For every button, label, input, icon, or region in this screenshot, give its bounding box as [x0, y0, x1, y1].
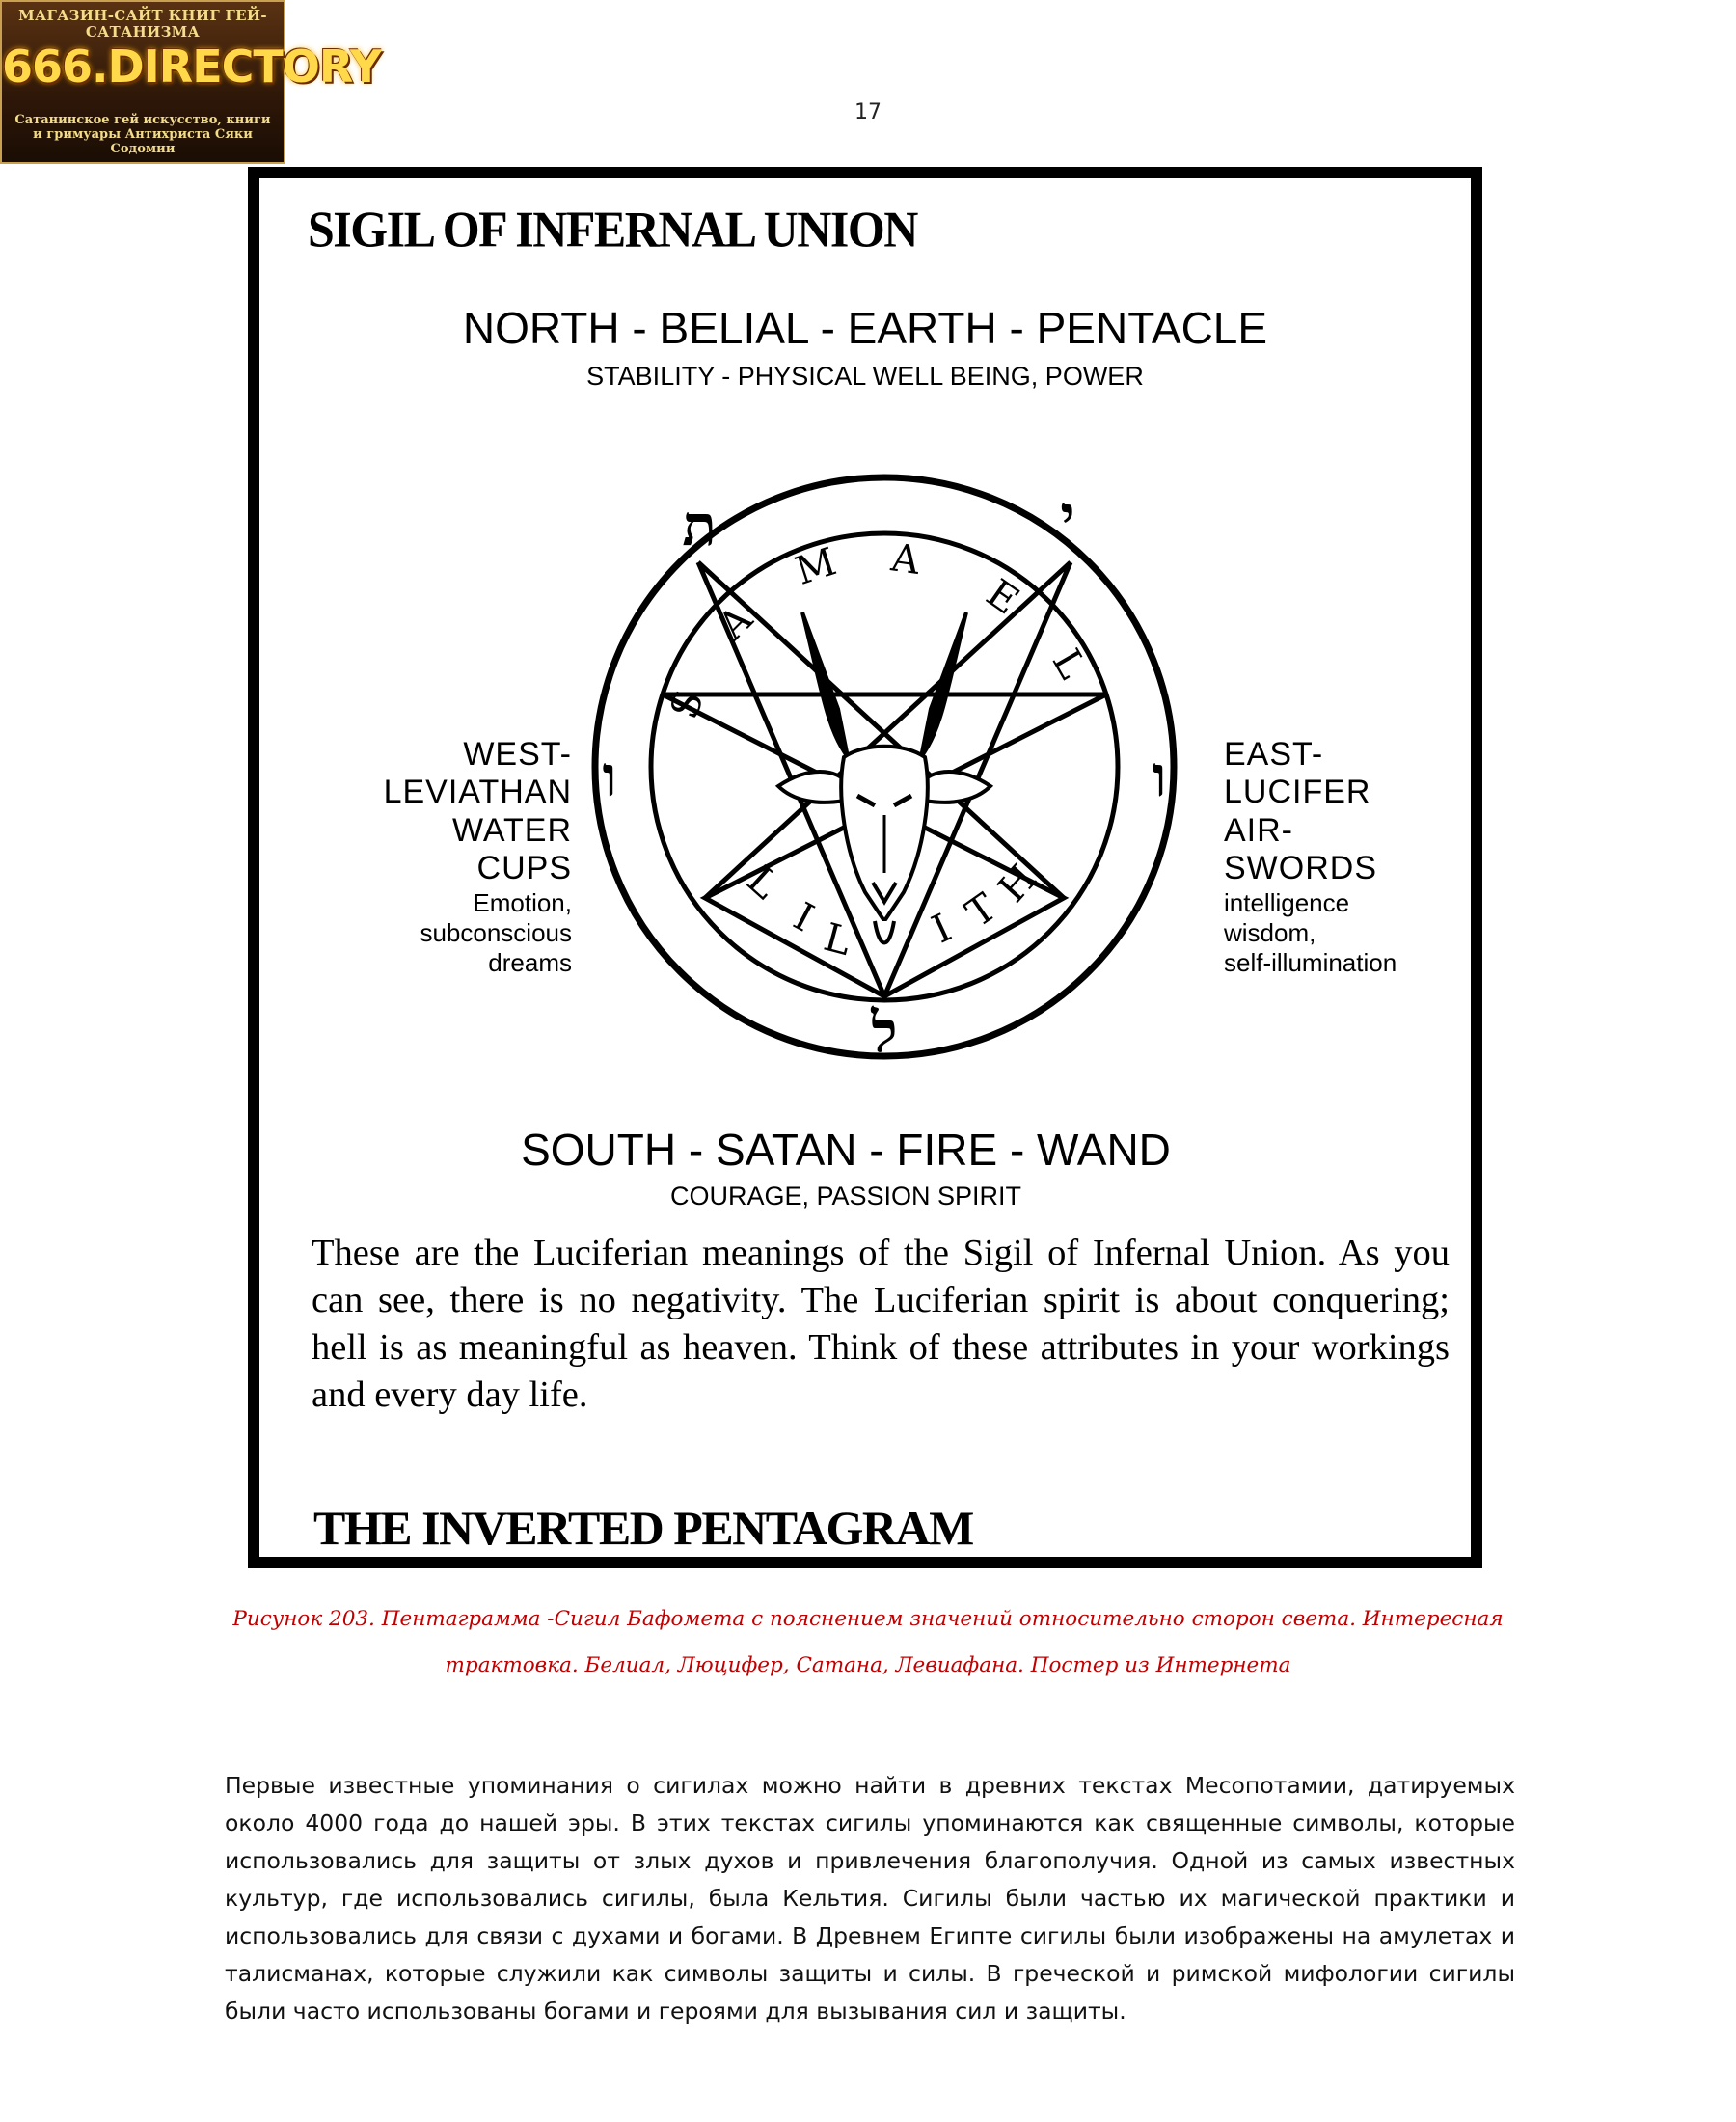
north-heading: NORTH - BELIAL - EARTH - PENTACLE [462, 303, 1268, 353]
west-block [317, 736, 572, 978]
west-line: CUPS [476, 850, 572, 887]
figure-caption [222, 1596, 1514, 1689]
east-line: LUCIFER [1224, 774, 1371, 811]
badge-top-line: МАГАЗИН-САЙТ КНИГ ГЕЙ-САТАНИЗМА [18, 7, 267, 41]
east-detail: self-illumination [1224, 948, 1397, 978]
sigil-letter: H [990, 856, 1046, 911]
badge-bottom-line-2: и гримуары Антихриста Сяки Содомии [33, 126, 253, 156]
east-detail: intelligence [1224, 887, 1350, 917]
poster-paragraph: These are the Luciferian meanings of the Sigil of Infernal Union. As you can see, there is no negativity. The Luciferian spirit is about conquering; hell is as meaningful as heaven. Think of these attributes in your workings and every day life. [312, 1233, 1450, 1415]
sigil-letter: L [1043, 641, 1095, 687]
west-detail: Emotion, [473, 887, 572, 917]
sigil-letter: T [958, 884, 1005, 937]
sigil-letter: A [888, 535, 923, 584]
sigil-letter: L [819, 914, 856, 966]
badge-main-text: 666.DIRECTORY [2, 41, 382, 93]
east-detail: wisdom, [1224, 917, 1316, 947]
east-line: AIR- [1224, 811, 1293, 849]
south-subheading: COURAGE, PASSION SPIRIT [669, 1182, 1022, 1211]
poster-title: SIGIL OF INFERNAL UNION [308, 201, 917, 258]
sigil-of-baphomet-illustration [585, 468, 1183, 1066]
east-line: EAST- [1224, 736, 1324, 773]
hebrew-letter: ו [602, 744, 617, 809]
hebrew-letter: י [1060, 483, 1075, 549]
sigil-letter: A [710, 597, 762, 649]
sigil-letter: M [790, 539, 842, 594]
east-block [1224, 736, 1455, 978]
body-paragraph: Первые известные упоминания о сигилах можно найти в древних текстах Месопотамии, датируемых около 4000 года до нашей эры. В этих текстах сигилы упоминаются как священные символы, которые использовались для защиты от злых духов и привлечения благополучия. Одной из самых известных культур, где использовались сигилы, была Кельтия. Сигилы были частью их магической практики и использовались для связи с духами и богами. В Древнем Египте сигилы были изображены на амулетах и талисманах, которые служили как символы защиты и силы. В греческой и римской мифологии сигилы были часто использованы богами и героями для вызывания сил и защиты. [225, 1772, 1515, 2025]
page-number-text: 17 [854, 100, 882, 124]
caption-line-2: трактовка. Белиал, Люцифер, Сатана, Левиафана. Постер из Интернета [445, 1653, 1291, 1677]
badge-bottom-line-1: Сатанинское гей искусство, книги [14, 113, 271, 127]
sigil-letter: I [786, 894, 821, 941]
west-line: LEVIATHAN [383, 774, 572, 811]
hebrew-letter: ל [871, 999, 898, 1065]
west-line: WEST- [463, 736, 572, 773]
sigil-letter: L [738, 857, 787, 909]
page-number [0, 100, 1736, 124]
hebrew-letter: ו [1152, 744, 1167, 809]
sigil-letter: E [978, 571, 1027, 624]
hebrew-letter: ת [682, 493, 717, 558]
north-subheading: STABILITY - PHYSICAL WELL BEING, POWER [586, 362, 1144, 391]
sigil-letter: I [925, 906, 959, 953]
west-detail: dreams [488, 948, 572, 978]
south-heading: SOUTH - SATAN - FIRE - WAND [521, 1125, 1171, 1175]
west-detail: subconscious [420, 917, 572, 947]
sigil-letter: S [662, 684, 714, 725]
east-line: SWORDS [1224, 850, 1377, 887]
poster-figure [248, 167, 1482, 1568]
west-line: WATER [452, 811, 572, 849]
poster-subtitle: THE INVERTED PENTAGRAM [313, 1501, 973, 1555]
caption-line-1: Рисунок 203. Пентаграмма -Сигил Бафомета с пояснением значений относительно сторон света. Интересная [232, 1607, 1504, 1631]
site-logo-badge [0, 0, 382, 164]
